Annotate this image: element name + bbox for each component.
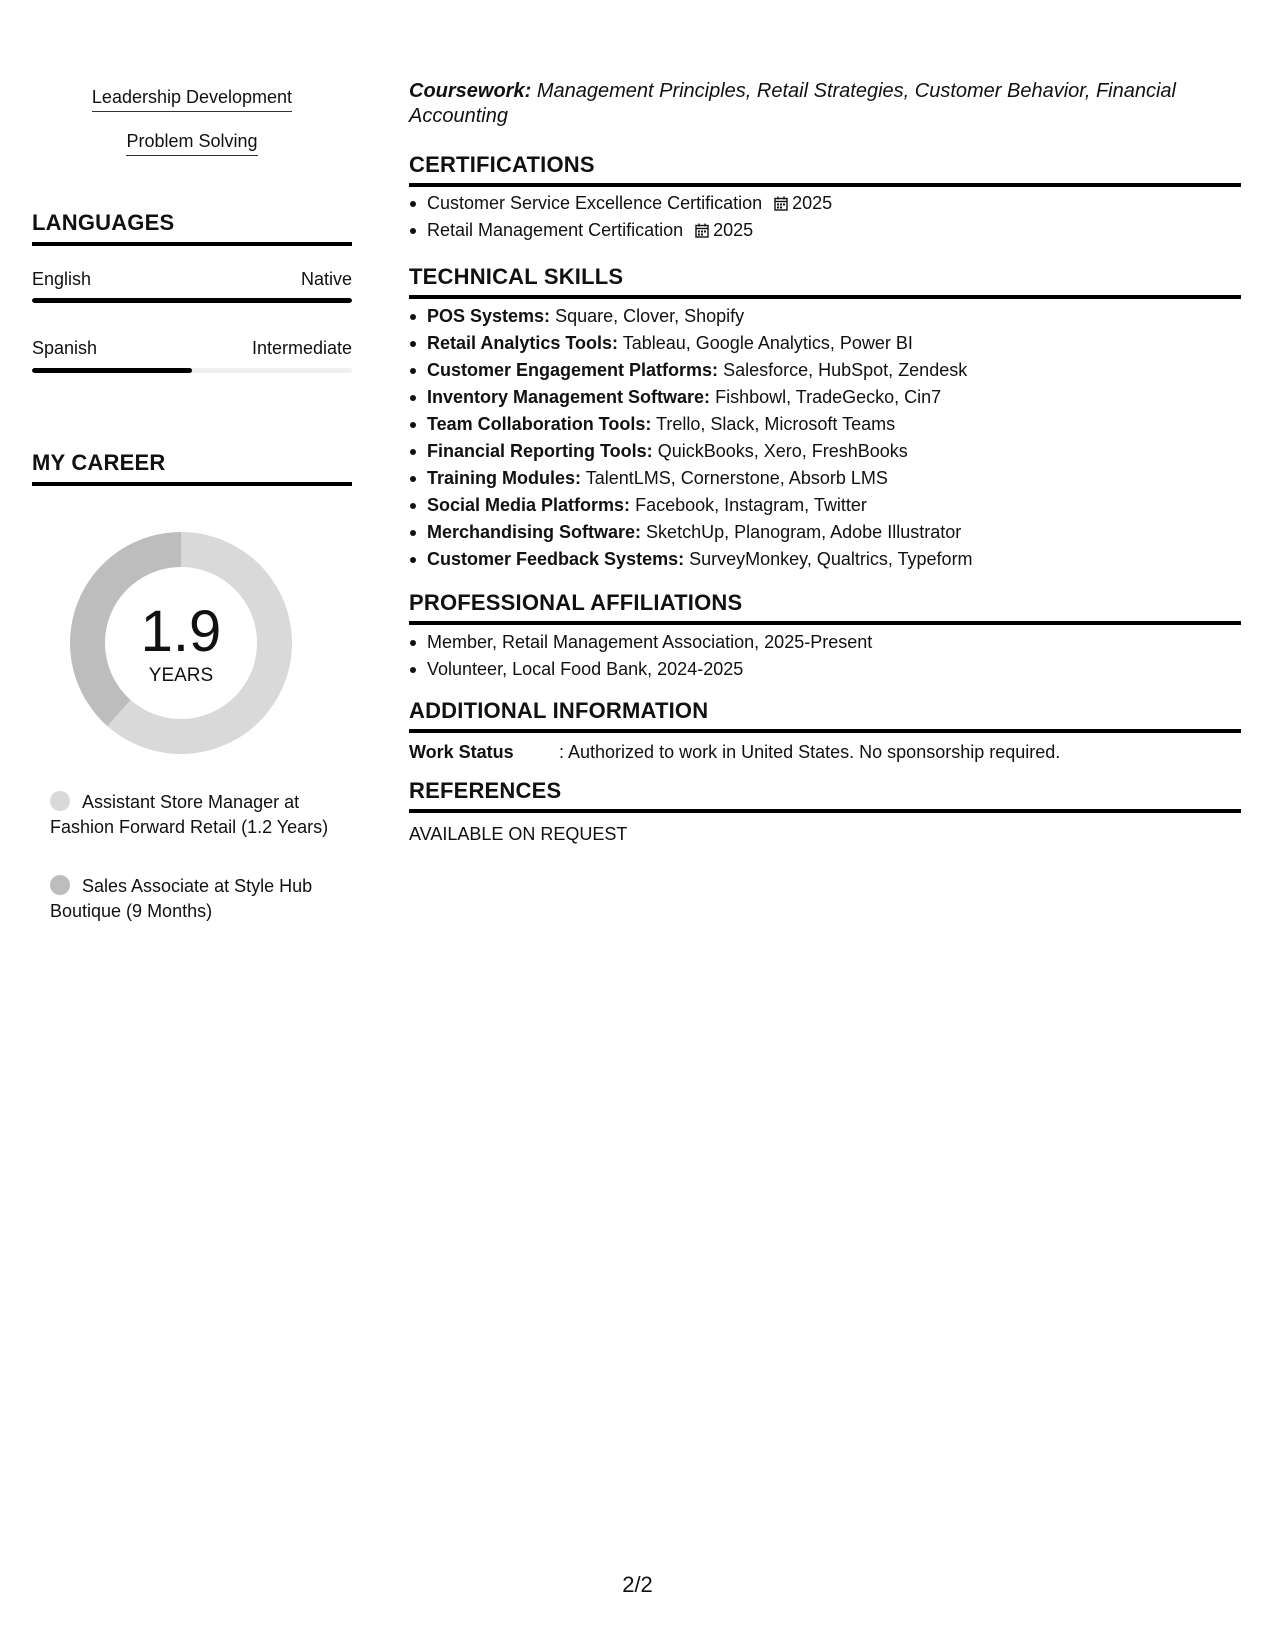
skill-category: Customer Engagement Platforms: bbox=[427, 360, 719, 380]
language-name: English bbox=[32, 269, 92, 289]
list-item: Member, Retail Management Association, 2025-Present bbox=[427, 629, 1241, 656]
technical-skills-list bbox=[409, 303, 1241, 573]
affiliations-heading: PROFESSIONAL AFFILIATIONS bbox=[409, 590, 1241, 625]
career-legend-item bbox=[50, 874, 350, 924]
certifications-list bbox=[409, 190, 1241, 244]
certification-name: Retail Management Certification bbox=[427, 220, 684, 240]
list-item bbox=[427, 519, 1241, 546]
list-item bbox=[427, 357, 1241, 384]
skill-values: SketchUp, Planogram, Adobe Illustrator bbox=[646, 522, 962, 542]
coursework bbox=[409, 79, 1209, 129]
skill-category: Customer Feedback Systems: bbox=[427, 549, 685, 569]
skill-tag bbox=[32, 86, 352, 112]
list-item bbox=[427, 492, 1241, 519]
skill-category: Retail Analytics Tools: bbox=[427, 333, 619, 353]
language-proficiency-fill bbox=[32, 298, 352, 303]
skill-tag-label: Leadership Development bbox=[92, 86, 292, 112]
language-level: Intermediate bbox=[251, 338, 352, 358]
skill-values: Trello, Slack, Microsoft Teams bbox=[656, 414, 896, 434]
coursework-label: Coursework: bbox=[409, 80, 532, 102]
work-status-value: : Authorized to work in United States. No sponsorship required. bbox=[559, 742, 1061, 762]
skill-tag-label: Problem Solving bbox=[126, 130, 257, 156]
legend-dot-icon bbox=[50, 875, 70, 895]
work-status-row bbox=[409, 741, 1241, 763]
language-row bbox=[32, 337, 352, 359]
certification-name: Customer Service Excellence Certification bbox=[427, 193, 763, 213]
skill-values: TalentLMS, Cornerstone, Absorb LMS bbox=[585, 468, 888, 488]
list-item bbox=[427, 546, 1241, 573]
skill-category: POS Systems: bbox=[427, 306, 551, 326]
affiliations-list bbox=[409, 629, 1241, 683]
list-item bbox=[427, 411, 1241, 438]
calendar-icon bbox=[774, 196, 788, 211]
career-legend-label: Assistant Store Manager at Fashion Forward Retail (1.2 Years) bbox=[50, 792, 329, 837]
legend-dot-icon bbox=[50, 791, 70, 811]
language-proficiency-bar bbox=[32, 368, 352, 373]
language-proficiency-bar bbox=[32, 298, 352, 303]
skill-tag bbox=[32, 130, 352, 156]
skill-category: Training Modules: bbox=[427, 468, 582, 488]
skill-category: Social Media Platforms: bbox=[427, 495, 631, 515]
references-text: AVAILABLE ON REQUEST bbox=[409, 824, 628, 844]
list-item bbox=[427, 190, 1241, 217]
skill-values: Square, Clover, Shopify bbox=[555, 306, 745, 326]
career-total-unit: YEARS bbox=[148, 665, 214, 686]
skill-values: SurveyMonkey, Qualtrics, Typeform bbox=[689, 549, 973, 569]
list-item bbox=[427, 384, 1241, 411]
additional-info-heading: ADDITIONAL INFORMATION bbox=[409, 698, 1241, 733]
calendar-icon bbox=[695, 223, 709, 238]
language-name: Spanish bbox=[32, 338, 98, 358]
list-item: Volunteer, Local Food Bank, 2024-2025 bbox=[427, 656, 1241, 683]
skill-category: Inventory Management Software: bbox=[427, 387, 711, 407]
skill-values: Facebook, Instagram, Twitter bbox=[635, 495, 867, 515]
career-total-value: 1.9 bbox=[140, 599, 222, 664]
certification-year: 2025 bbox=[792, 193, 833, 213]
skill-category: Financial Reporting Tools: bbox=[427, 441, 653, 461]
skill-values: Salesforce, HubSpot, Zendesk bbox=[723, 360, 968, 380]
language-row bbox=[32, 268, 352, 290]
language-proficiency-fill bbox=[32, 368, 192, 373]
career-legend-item bbox=[50, 790, 350, 840]
skill-values: Fishbowl, TradeGecko, Cin7 bbox=[715, 387, 942, 407]
career-legend-label: Sales Associate at Style Hub Boutique (9 Months) bbox=[50, 876, 313, 921]
skill-values: QuickBooks, Xero, FreshBooks bbox=[657, 441, 908, 461]
list-item bbox=[427, 330, 1241, 357]
list-item bbox=[427, 465, 1241, 492]
list-item bbox=[427, 438, 1241, 465]
skill-values: Tableau, Google Analytics, Power BI bbox=[622, 333, 913, 353]
skill-category: Merchandising Software: bbox=[427, 522, 642, 542]
list-item bbox=[427, 217, 1241, 244]
work-status-label: Work Status bbox=[409, 742, 514, 762]
page-number: 2/2 bbox=[622, 1572, 653, 1597]
certifications-heading: CERTIFICATIONS bbox=[409, 152, 1241, 187]
skill-category: Team Collaboration Tools: bbox=[427, 414, 652, 434]
career-heading: MY CAREER bbox=[32, 450, 352, 486]
list-item bbox=[427, 303, 1241, 330]
references-heading: REFERENCES bbox=[409, 778, 1241, 813]
certification-year: 2025 bbox=[713, 220, 754, 240]
coursework-text: Management Principles, Retail Strategies, Customer Behavior, Financial Accounting bbox=[409, 80, 1177, 127]
language-level: Native bbox=[300, 269, 352, 289]
technical-skills-heading: TECHNICAL SKILLS bbox=[409, 264, 1241, 299]
languages-heading: LANGUAGES bbox=[32, 210, 352, 246]
